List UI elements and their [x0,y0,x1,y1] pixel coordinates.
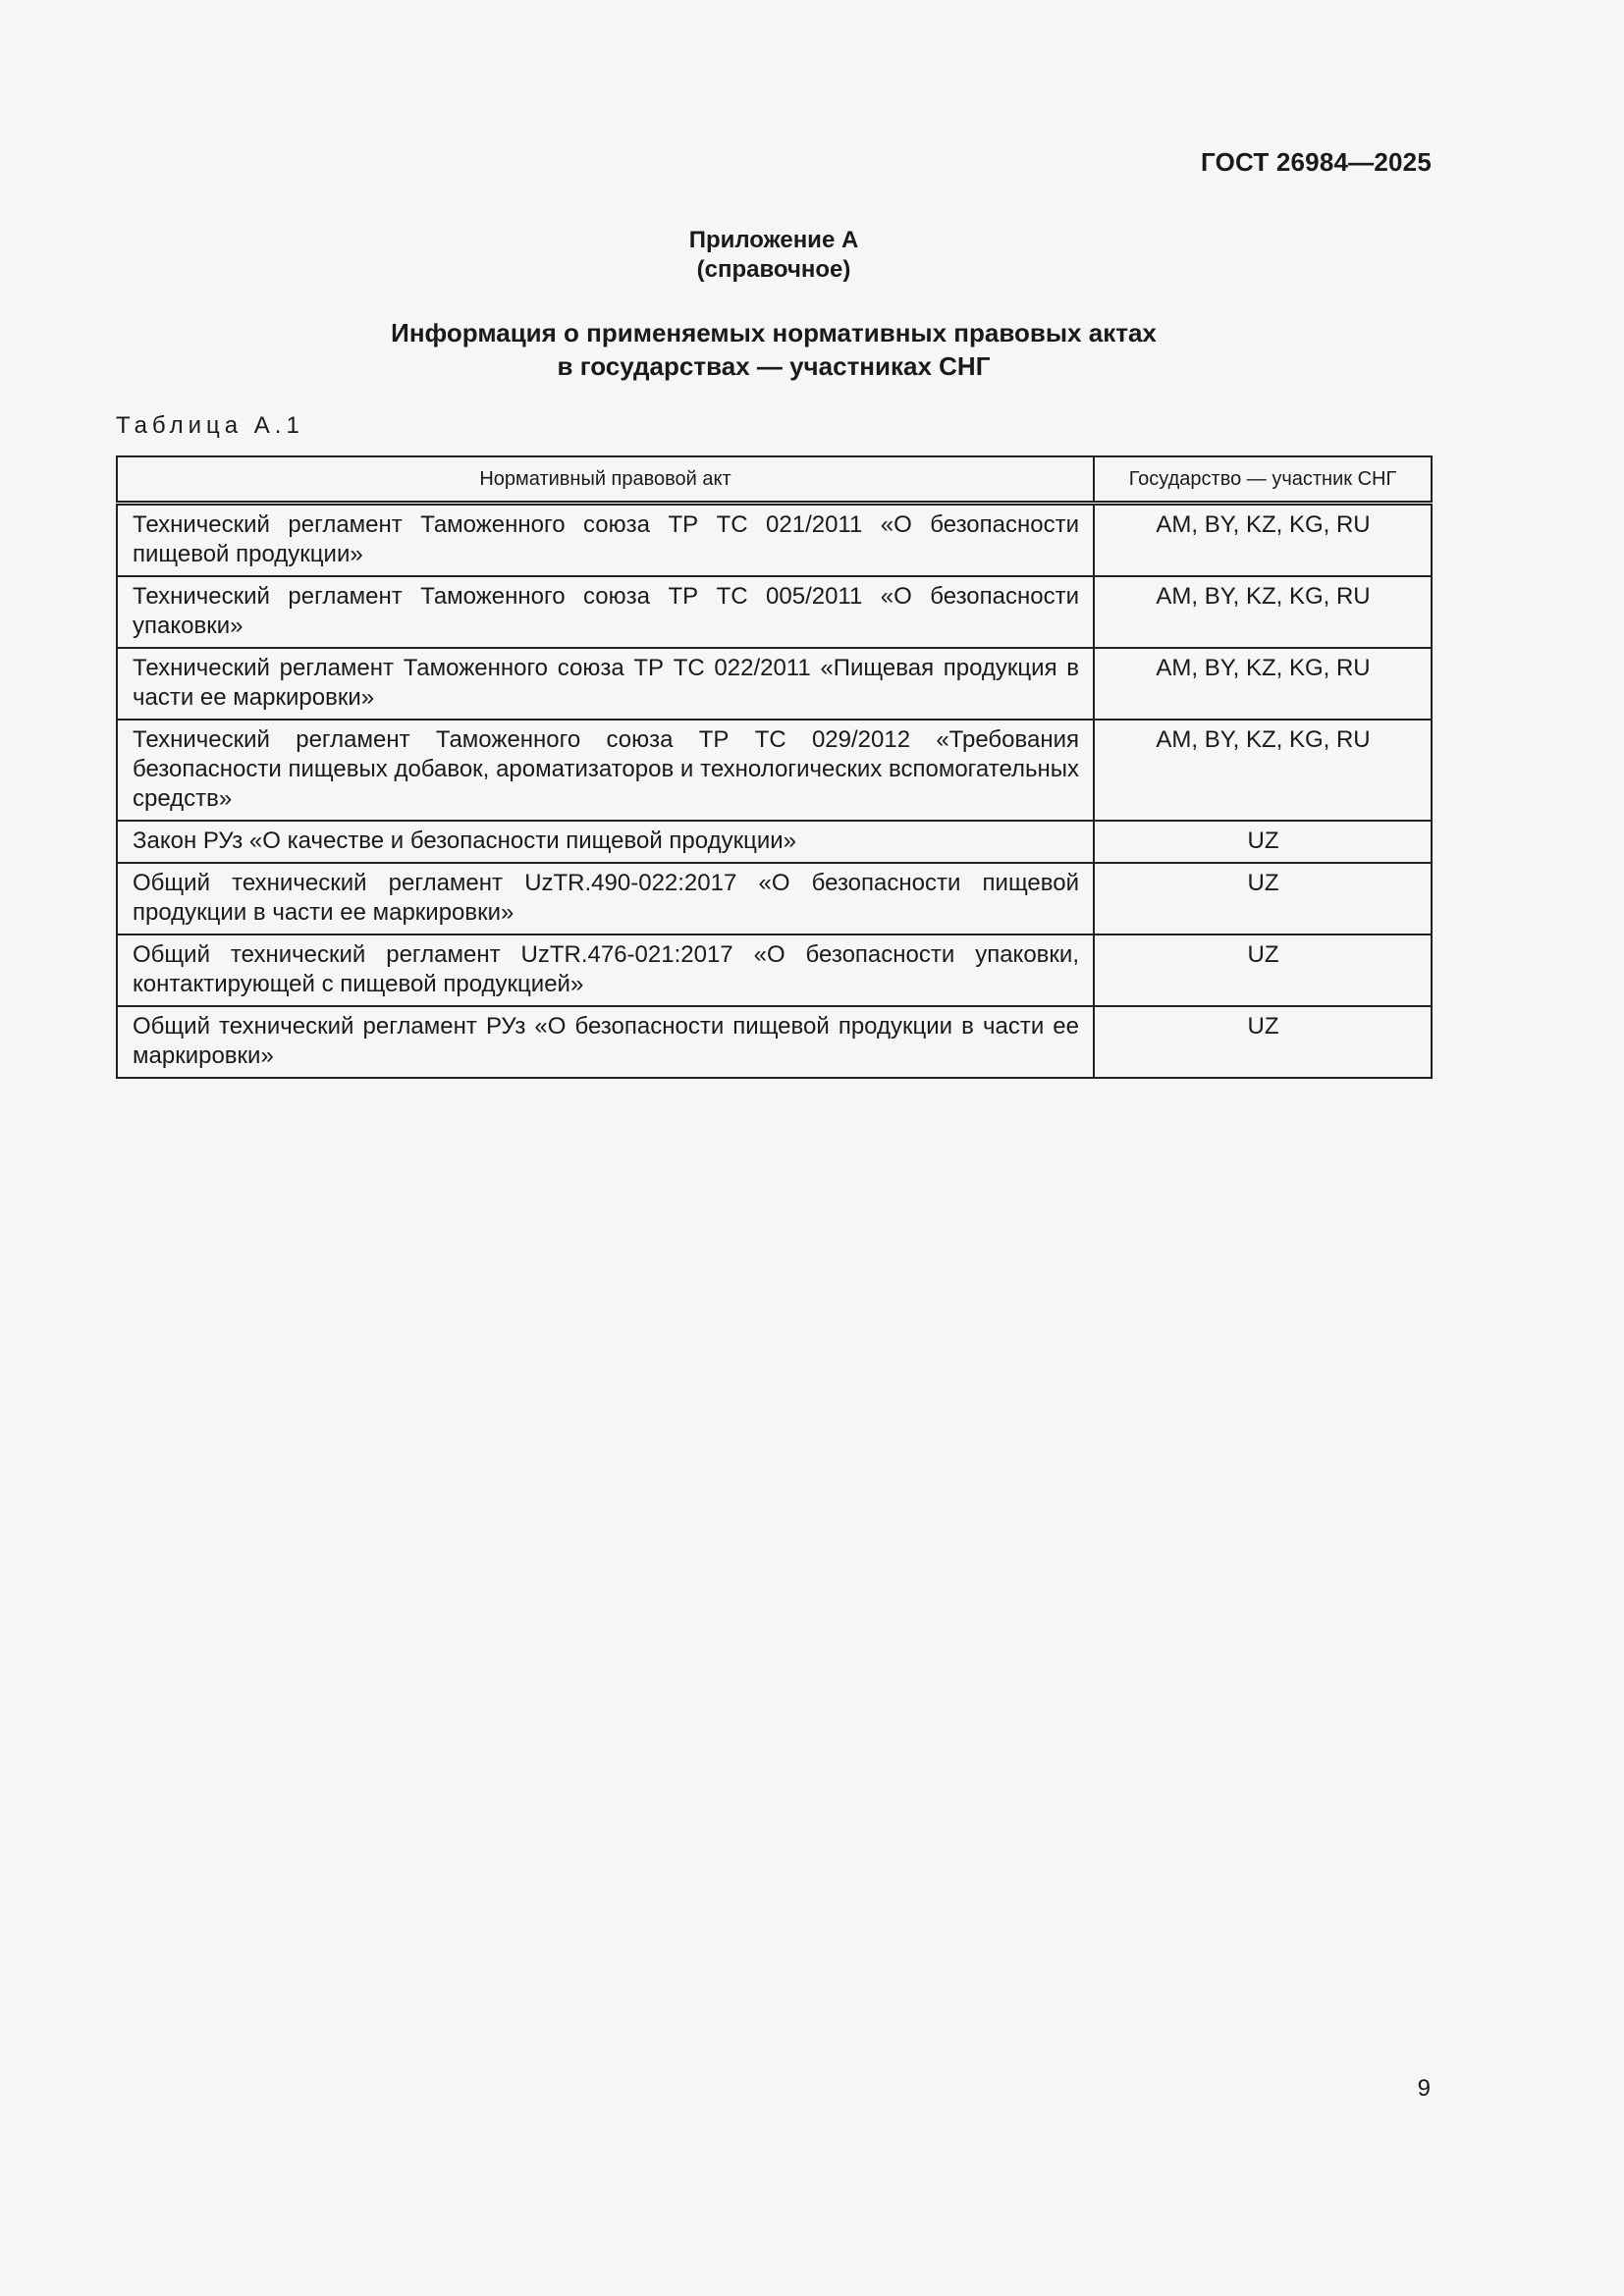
regulations-table [116,455,1433,1079]
states-cell: UZ [1094,1006,1432,1078]
act-cell: Закон РУз «О качестве и безопасности пищевой продукции» [117,821,1094,863]
table-header-row [117,456,1432,504]
table-row [117,504,1432,577]
states-cell: AM, BY, KZ, KG, RU [1094,648,1432,720]
appendix-subtitle: (справочное) [696,256,851,283]
states-cell: AM, BY, KZ, KG, RU [1094,504,1432,577]
table-row [117,720,1432,821]
act-cell: Общий технический регламент UzTR.490-022:2017 «О безопасности пищевой продукции в части ее маркировки» [117,863,1094,934]
column-header-act: Нормативный правовой акт [117,456,1094,504]
table-container [116,455,1431,1079]
column-header-states: Государство — участник СНГ [1094,456,1432,504]
act-cell: Общий технический регламент РУз «О безопасности пищевой продукции в части ее маркировки» [117,1006,1094,1078]
table-row [117,934,1432,1006]
act-cell: Общий технический регламент UzTR.476-021:2017 «О безопасности упаковки, контактирующей с пищевой продукцией» [117,934,1094,1006]
appendix-title: Приложение А [688,227,859,253]
table-row [117,863,1432,934]
document-code: ГОСТ 26984—2025 [1201,147,1432,177]
page-number: 9 [1417,2075,1431,2102]
states-cell: AM, BY, KZ, KG, RU [1094,720,1432,821]
act-cell: Технический регламент Таможенного союза ТР ТС 021/2011 «О безопасности пищевой продукции» [117,504,1094,577]
table-row [117,1006,1432,1078]
states-cell: UZ [1094,863,1432,934]
table-row [117,821,1432,863]
appendix-block [0,226,1547,285]
act-cell: Технический регламент Таможенного союза ТР ТС 005/2011 «О безопасности упаковки» [117,576,1094,648]
table-caption: Таблица А.1 [116,412,304,439]
states-cell: UZ [1094,934,1432,1006]
act-cell: Технический регламент Таможенного союза ТР ТС 029/2012 «Требования безопасности пищевых добавок, ароматизаторов и технологических вспомогательных средств» [117,720,1094,821]
states-cell: AM, BY, KZ, KG, RU [1094,576,1432,648]
states-cell: UZ [1094,821,1432,863]
section-heading-line-1: Информация о применяемых нормативных правовых актах [391,318,1157,347]
section-heading [0,316,1547,383]
table-row [117,576,1432,648]
section-heading-line-2: в государствах — участниках СНГ [557,351,991,381]
table-row [117,648,1432,720]
act-cell: Технический регламент Таможенного союза ТР ТС 022/2011 «Пищевая продукция в части ее маркировки» [117,648,1094,720]
